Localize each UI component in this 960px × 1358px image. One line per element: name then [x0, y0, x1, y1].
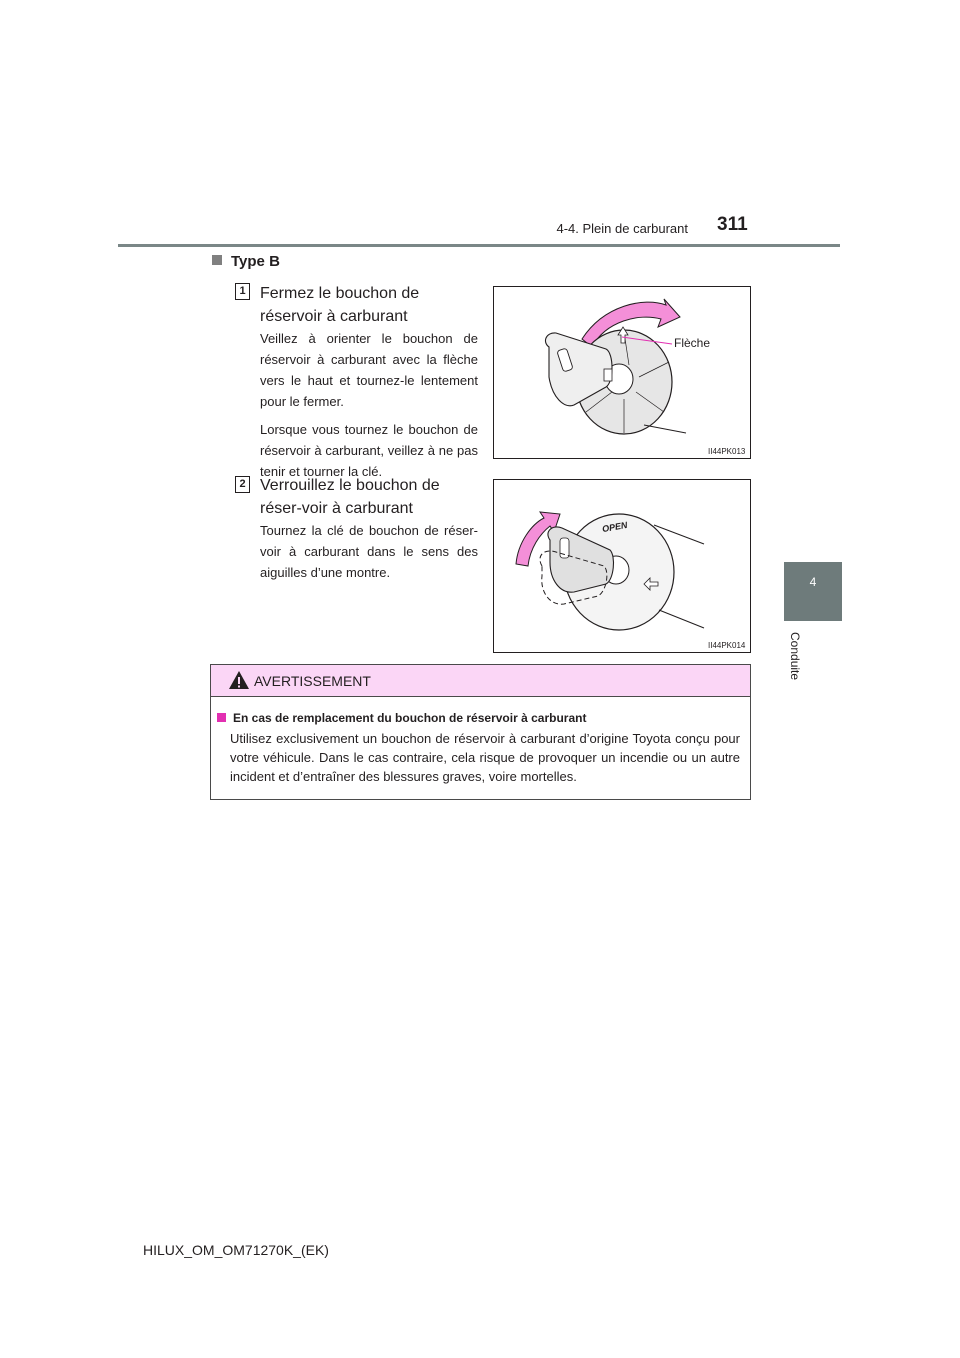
step-number-box: 2 [235, 476, 250, 493]
section-heading-text: Type B [231, 253, 280, 270]
square-bullet-icon [212, 255, 222, 265]
open-marking-label: OPEN [601, 519, 629, 535]
fuel-cap-lock-illustration [494, 480, 750, 652]
fuel-cap-close-illustration [494, 287, 750, 458]
warning-box [210, 664, 751, 800]
figure-code: II44PK014 [708, 641, 746, 650]
step-title: Fermez le bouchon de réservoir à carburant [260, 285, 420, 325]
fuel-cap-close-figure [493, 286, 751, 459]
footer-document-code: HILUX_OM_OM71270K_(EK) [143, 1242, 329, 1258]
step-paragraph: Lorsque vous tournez le bouchon de réservoir à carburant, veillez à ne pas tenir et tourner la clé. [260, 422, 478, 479]
header-section-title: 4-4. Plein de carburant [556, 221, 688, 236]
step-body [260, 520, 478, 590]
warning-triangle-icon [228, 670, 250, 690]
warning-header [211, 665, 750, 697]
square-bullet-icon [217, 713, 226, 722]
section-heading [212, 253, 280, 270]
step-body [260, 328, 478, 489]
chapter-tab-number: 4 [809, 575, 817, 589]
arrow-callout-label: Flèche [674, 336, 711, 350]
warning-text: Utilisez exclusivement un bouchon de réservoir à carburant d’origine Toyota conçu pour votre véhicule. Dans le cas contraire, cela risque de provoquer un incendie ou un autre incident et d’entraîner des blessures graves, voire mortelles. [230, 731, 740, 784]
page-number: 311 [717, 214, 748, 235]
step-title: Verrouillez le bouchon de réser-voir à carburant [260, 477, 440, 517]
warning-subheading-text: En cas de remplacement du bouchon de réservoir à carburant [233, 711, 587, 725]
warning-subheading [217, 711, 586, 725]
chapter-tab [784, 562, 842, 621]
header-divider [118, 244, 840, 247]
step-paragraph: Tournez la clé de bouchon de réser-voir à carburant dans le sens des aiguilles d’une montre. [260, 523, 478, 580]
warning-title: AVERTISSEMENT [254, 673, 371, 689]
step-paragraph: Veillez à orienter le bouchon de réservoir à carburant avec la flèche vers le haut et tournez-le lentement pour le fermer. [260, 331, 478, 409]
step-number-box: 1 [235, 283, 250, 300]
chapter-tab-label: Conduite [788, 632, 802, 681]
fuel-cap-lock-figure [493, 479, 751, 653]
figure-code: II44PK013 [708, 447, 746, 456]
